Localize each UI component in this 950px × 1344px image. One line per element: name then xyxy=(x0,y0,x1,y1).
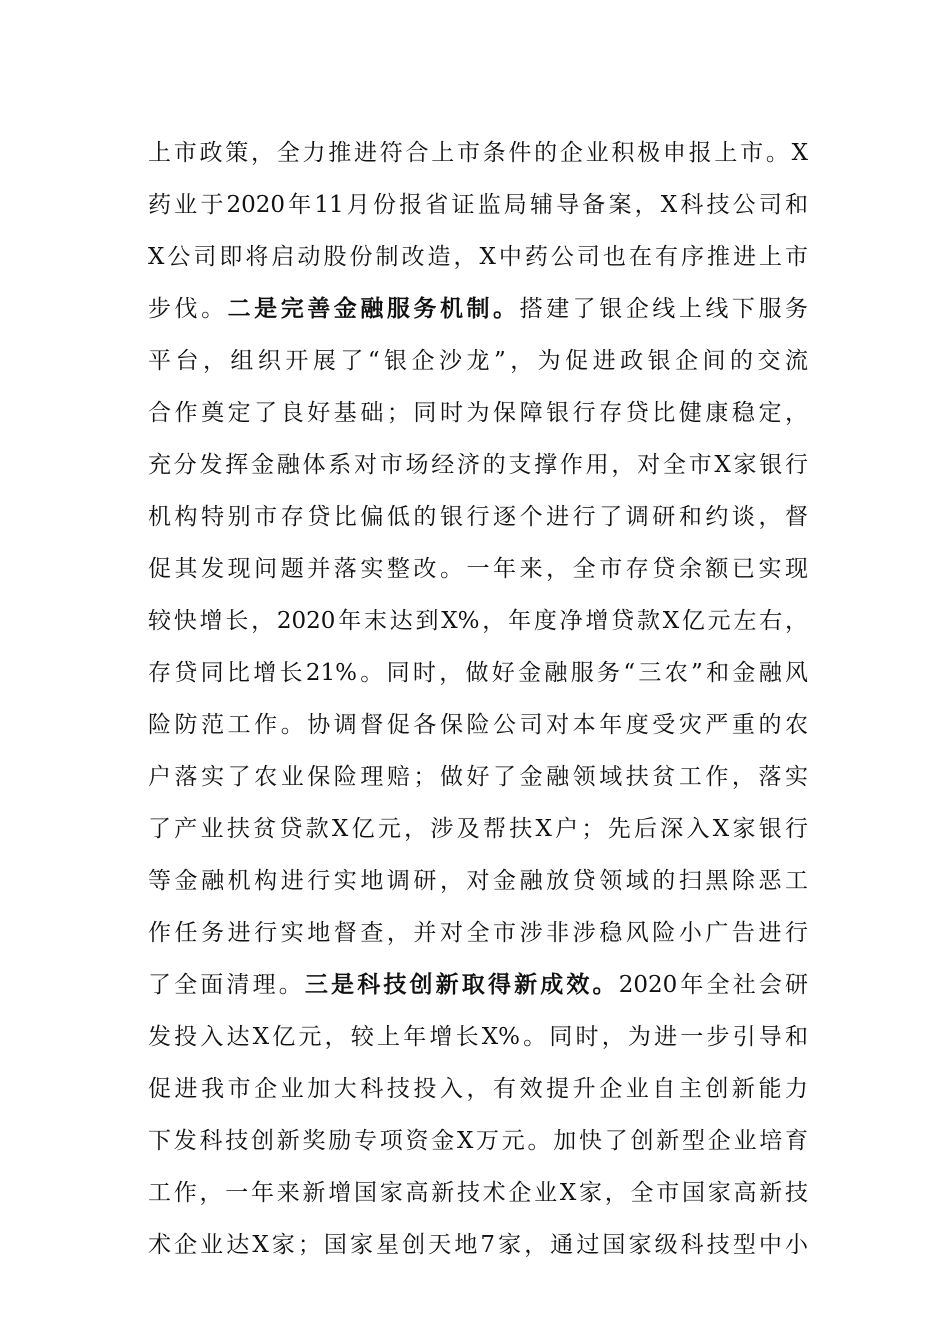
text-line: 平台，组织开展了“银企沙龙”，为促进政银企间的交流 xyxy=(148,348,808,374)
text-line: 促其发现问题并落实整改。一年来，全市存贷余额已实现 xyxy=(148,556,808,582)
text-line: 药业于2020年11月份报省证监局辅导备案，X科技公司和 xyxy=(148,192,808,218)
text-line: 工作，一年来新增国家高新技术企业X家，全市国家高新技 xyxy=(148,1180,808,1206)
text-line xyxy=(148,959,808,1011)
bold-heading-3: 三是科技创新取得新成效。 xyxy=(304,971,619,998)
text-line: 作任务进行实地督查，并对全市涉非涉稳风险小广告进行 xyxy=(148,920,808,946)
text-line: 等金融机构进行实地调研，对金融放贷领域的扫黑除恶工 xyxy=(148,868,808,894)
text-line: 促进我市企业加大科技投入，有效提升企业自主创新能力 xyxy=(148,1076,808,1102)
text-line: 户落实了农业保险理赔；做好了金融领域扶贫工作，落实 xyxy=(148,764,808,790)
text-line: 下发科技创新奖励专项资金X万元。加快了创新型企业培育 xyxy=(148,1128,808,1154)
body-paragraph xyxy=(148,127,808,1271)
text-line: 了产业扶贫贷款X亿元，涉及帮扶X户；先后深入X家银行 xyxy=(148,816,808,842)
text-segment: 2020年全社会研 xyxy=(618,972,809,998)
text-segment: 了全面清理。 xyxy=(148,972,305,998)
text-line: 存贷同比增长21%。同时，做好金融服务“三农”和金融风 xyxy=(148,660,808,686)
text-line: 机构特别市存贷比偏低的银行逐个进行了调研和约谈，督 xyxy=(148,504,808,530)
text-line: 险防范工作。协调督促各保险公司对本年度受灾严重的农 xyxy=(148,712,808,738)
text-line: 上市政策，全力推进符合上市条件的企业积极申报上市。X xyxy=(148,140,808,166)
text-line: 充分发挥金融体系对市场经济的支撑作用，对全市X家银行 xyxy=(148,452,808,478)
text-line: X公司即将启动股份制改造，X中药公司也在有序推进上市 xyxy=(148,244,808,270)
text-line: 发投入达X亿元，较上年增长X%。同时，为进一步引导和 xyxy=(148,1024,808,1050)
text-line: 术企业达X家；国家星创天地7家，通过国家级科技型中小 xyxy=(148,1232,808,1258)
bold-heading-2: 二是完善金融服务机制。 xyxy=(227,295,520,322)
text-segment: 步伐。 xyxy=(148,296,228,322)
text-line: 较快增长，2020年末达到X%，年度净增贷款X亿元左右， xyxy=(148,608,808,634)
text-line: 合作奠定了良好基础；同时为保障银行存贷比健康稳定， xyxy=(148,400,808,426)
text-segment: 搭建了银企线上线下服务 xyxy=(519,296,809,322)
text-line xyxy=(148,283,808,335)
